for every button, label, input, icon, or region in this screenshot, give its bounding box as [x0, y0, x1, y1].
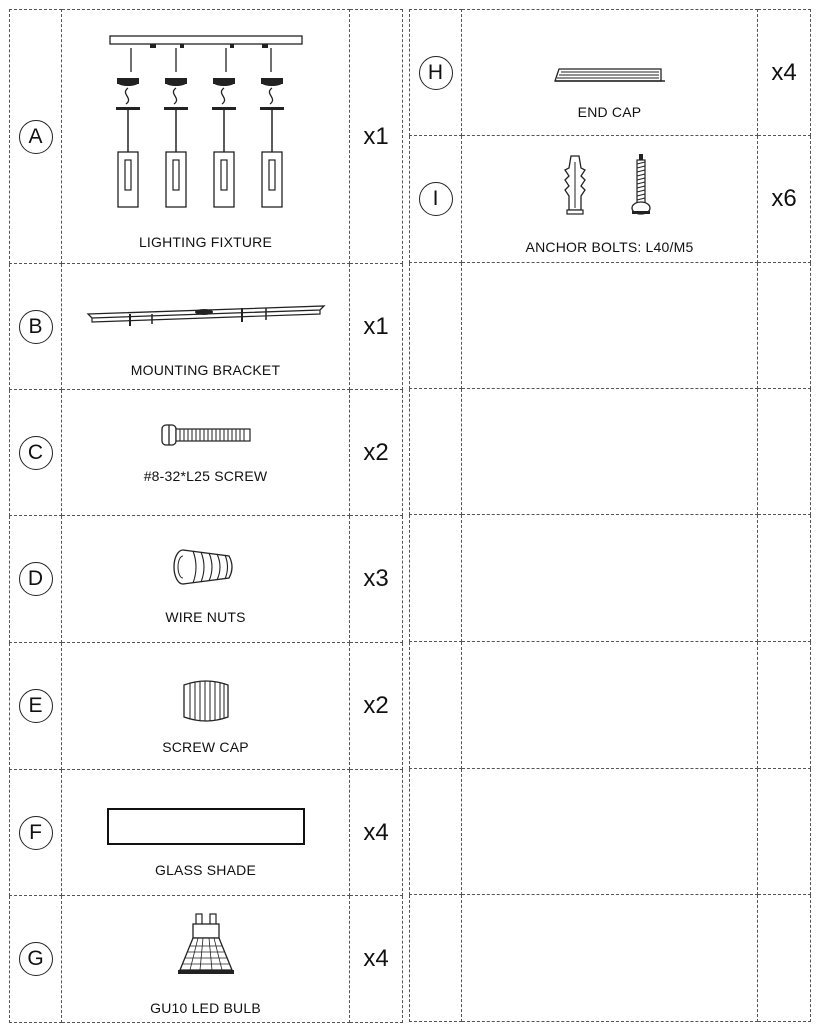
qty-cell	[350, 770, 403, 896]
led-bulb-illustration	[62, 912, 349, 978]
empty-row	[410, 895, 811, 1022]
empty-row	[410, 263, 811, 389]
letter-cell	[10, 770, 62, 896]
part-letter: F	[19, 816, 53, 850]
empty-row	[410, 769, 811, 895]
mounting-bracket-illustration	[62, 300, 349, 330]
part-cell	[462, 10, 758, 136]
part-cell	[62, 390, 350, 516]
part-quantity: x4	[363, 818, 389, 846]
part-letter: A	[19, 120, 53, 154]
part-letter: B	[19, 310, 53, 344]
part-letter: I	[419, 182, 453, 216]
qty-cell	[350, 390, 403, 516]
end-cap-illustration	[462, 66, 757, 86]
qty-cell	[350, 643, 403, 770]
part-quantity: x3	[363, 565, 389, 592]
empty-row	[410, 642, 811, 769]
letter-cell	[10, 10, 62, 264]
part-cell	[62, 643, 350, 770]
part-letter: C	[19, 436, 53, 470]
part-name: GU10 LED BULB	[150, 1000, 261, 1016]
letter-cell	[10, 264, 62, 390]
parts-list-right	[409, 9, 811, 1022]
part-quantity: x4	[771, 58, 797, 86]
letter-cell	[10, 643, 62, 770]
part-row-a	[10, 10, 403, 264]
letter-cell	[10, 516, 62, 643]
part-row-c	[10, 390, 403, 516]
part-letter: D	[19, 562, 53, 596]
part-name: ANCHOR BOLTS: L40/M5	[525, 239, 694, 255]
anchor-bolt-illustration	[462, 152, 757, 218]
part-quantity: x1	[363, 312, 389, 340]
qty-cell	[758, 10, 811, 136]
part-name: WIRE NUTS	[165, 609, 246, 625]
part-cell	[62, 516, 350, 643]
part-letter: H	[419, 56, 453, 90]
part-row-i	[410, 136, 811, 263]
letter-cell	[10, 390, 62, 516]
part-row-f	[10, 770, 403, 896]
part-letter: G	[19, 942, 53, 976]
qty-cell	[350, 264, 403, 390]
qty-cell	[350, 10, 403, 264]
part-cell	[462, 136, 758, 263]
letter-cell	[10, 896, 62, 1023]
empty-row	[410, 515, 811, 642]
part-quantity: x6	[771, 185, 797, 212]
qty-cell	[350, 516, 403, 643]
part-cell	[62, 264, 350, 390]
wire-nut-illustration	[62, 546, 349, 588]
part-cell	[62, 896, 350, 1023]
part-quantity: x2	[363, 692, 389, 719]
part-letter: E	[19, 689, 53, 723]
part-row-b	[10, 264, 403, 390]
part-name: END CAP	[577, 104, 642, 120]
qty-cell	[350, 896, 403, 1023]
part-name: LIGHTING FIXTURE	[138, 234, 273, 250]
part-row-d	[10, 516, 403, 643]
part-row-h	[410, 10, 811, 136]
part-quantity: x1	[363, 122, 389, 150]
screw-cap-illustration	[62, 679, 349, 723]
part-row-e	[10, 643, 403, 770]
glass-shade-illustration	[62, 807, 349, 847]
part-quantity: x2	[363, 438, 389, 466]
part-name: #8-32*L25 SCREW	[143, 468, 268, 484]
empty-row	[410, 389, 811, 515]
lighting-fixture-illustration	[62, 32, 349, 212]
qty-cell	[758, 136, 811, 263]
part-name: GLASS SHADE	[154, 862, 256, 878]
part-name: MOUNTING BRACKET	[130, 362, 281, 378]
part-cell	[62, 770, 350, 896]
part-cell	[62, 10, 350, 264]
part-row-g	[10, 896, 403, 1023]
letter-cell	[410, 136, 462, 263]
screw-illustration	[62, 422, 349, 448]
letter-cell	[410, 10, 462, 136]
part-quantity: x4	[363, 945, 389, 972]
parts-list-left	[9, 9, 403, 1023]
part-name: SCREW CAP	[162, 739, 249, 755]
